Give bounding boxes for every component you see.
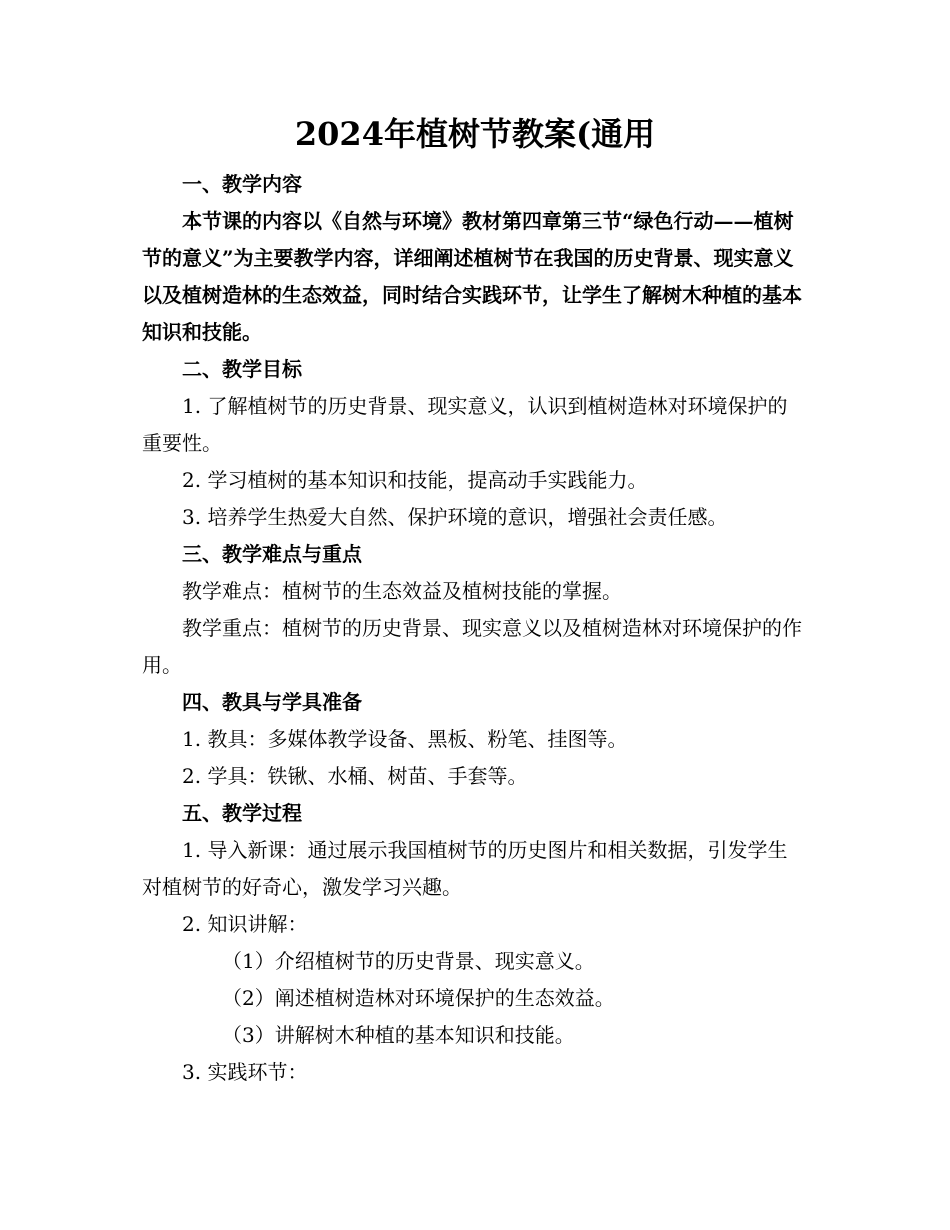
process-item-2: 2. 知识讲解： — [182, 912, 308, 936]
content-paragraph: 本节课的内容以《自然与环境》教材第四章第三节“绿色行动——植树节的意义”为主要教学内容，详细阐述植树节在我国的历史背景、现实意义以及植树造林的生态效益，同时结合实践环节，让学生了解树木种植的基本知识和技能。 — [142, 209, 802, 344]
section-heading-materials: 四、教具与学具准备 — [182, 690, 362, 714]
process-subitem-2: （2）阐述植树造林对环境保护的生态效益。 — [222, 986, 615, 1010]
process-subitem-3: （3）讲解树木种植的基本知识和技能。 — [222, 1023, 575, 1047]
goal-item-2: 2. 学习植树的基本知识和技能，提高动手实践能力。 — [182, 468, 648, 492]
process-item-3: 3. 实践环节： — [182, 1060, 308, 1084]
goal-item-1: 1. 了解植树节的历史背景、现实意义，认识到植树造林对环境保护的重要性。 — [142, 394, 788, 455]
difficulty-paragraph: 教学难点：植树节的生态效益及植树技能的掌握。 — [182, 579, 622, 603]
section-heading-difficulties: 三、教学难点与重点 — [182, 542, 362, 566]
section-heading-process: 五、教学过程 — [182, 801, 302, 825]
document-body — [142, 166, 807, 1091]
section-heading-content: 一、教学内容 — [182, 172, 302, 196]
materials-item-1: 1. 教具：多媒体教学设备、黑板、粉笔、挂图等。 — [182, 727, 628, 751]
process-subitem-1: （1）介绍植树节的历史背景、现实意义。 — [222, 949, 595, 973]
focus-paragraph: 教学重点：植树节的历史背景、现实意义以及植树造林对环境保护的作用。 — [142, 616, 802, 677]
document-title: 2024年植树节教案(通用 — [294, 115, 656, 153]
section-heading-goals: 二、教学目标 — [182, 357, 302, 381]
goal-item-3: 3. 培养学生热爱大自然、保护环境的意识，增强社会责任感。 — [182, 505, 728, 529]
process-item-1: 1. 导入新课：通过展示我国植树节的历史图片和相关数据，引发学生对植树节的好奇心，激发学习兴趣。 — [142, 838, 788, 899]
materials-item-2: 2. 学具：铁锹、水桶、树苗、手套等。 — [182, 764, 528, 788]
